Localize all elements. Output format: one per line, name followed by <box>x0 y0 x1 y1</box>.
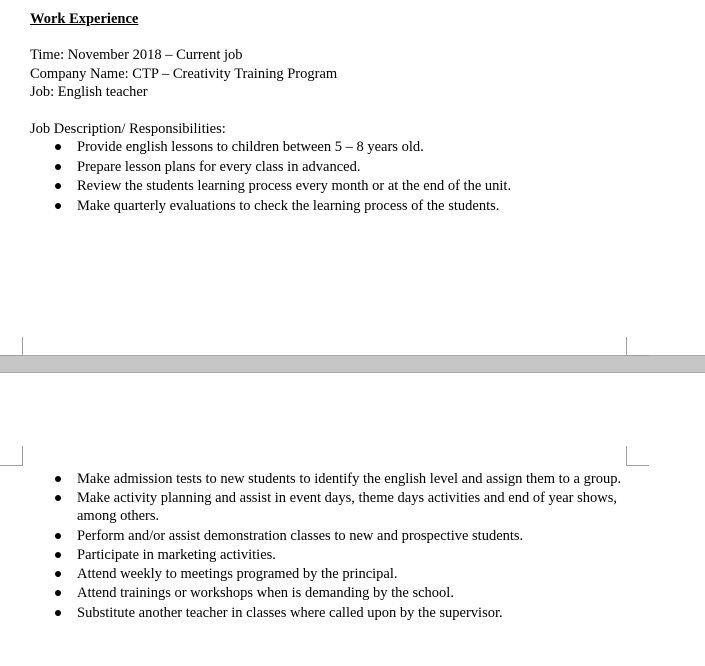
bullet-icon <box>55 476 61 482</box>
list-item[interactable] <box>0 527 622 545</box>
company-line[interactable]: Company Name: CTP – Creativity Training Program <box>30 66 338 82</box>
list-item[interactable] <box>0 158 622 178</box>
list-item-text: Prepare lesson plans for every class in advanced. <box>77 158 361 175</box>
list-item[interactable] <box>0 197 622 217</box>
bullet-icon <box>55 495 61 501</box>
responsibilities-list-page-1 <box>0 138 622 216</box>
bullet-icon <box>55 571 61 577</box>
job-line[interactable]: Job: English teacher <box>30 84 148 100</box>
list-item[interactable] <box>0 138 622 158</box>
crop-mark-bottom-left <box>0 337 23 356</box>
bullet-icon <box>55 203 61 209</box>
list-item[interactable] <box>0 177 622 197</box>
page-break-gap <box>0 355 705 373</box>
list-item-text: Attend trainings or workshops when is demanding by the school. <box>77 585 454 602</box>
list-item-text: Make admission tests to new students to identify the english level and assign them to a group. <box>77 471 622 487</box>
crop-mark-top-right <box>626 446 649 466</box>
list-item-text: Attend weekly to meetings programed by the principal. <box>77 566 398 583</box>
list-item-text: Participate in marketing activities. <box>77 546 276 563</box>
bullet-icon <box>55 590 61 596</box>
bullet-icon <box>55 164 61 170</box>
bullet-icon <box>55 144 61 150</box>
time-line[interactable]: Time: November 2018 – Current job <box>30 47 243 63</box>
list-item-text: Review the students learning process every month or at the end of the unit. <box>77 178 512 194</box>
list-item[interactable] <box>0 565 622 583</box>
list-item[interactable] <box>0 470 622 488</box>
list-item-text: Make activity planning and assist in event days, theme days activities and end of year shows, among others. <box>77 490 617 525</box>
bullet-icon <box>55 533 61 539</box>
crop-mark-top-left <box>0 446 23 466</box>
bullet-icon <box>55 183 61 189</box>
crop-mark-bottom-right <box>626 337 649 356</box>
list-item-text: Perform and/or assist demonstration classes to new and prospective students. <box>77 527 524 544</box>
list-item[interactable] <box>0 584 622 602</box>
list-item-text: Substitute another teacher in classes where called upon by the supervisor. <box>77 604 503 621</box>
bullet-icon <box>55 610 61 616</box>
list-item-text: Provide english lessons to children between 5 – 8 years old. <box>77 139 424 155</box>
bullet-icon <box>55 552 61 558</box>
responsibilities-list-page-2 <box>0 470 622 623</box>
list-item[interactable] <box>0 546 622 564</box>
page-break-edge-top <box>0 355 705 356</box>
section-heading[interactable]: Work Experience <box>30 11 139 27</box>
list-item-text: Make quarterly evaluations to check the learning process of the students. <box>77 197 500 214</box>
description-label[interactable]: Job Description/ Responsibilities: <box>30 121 226 137</box>
list-item[interactable] <box>0 489 622 525</box>
list-item[interactable] <box>0 604 622 622</box>
